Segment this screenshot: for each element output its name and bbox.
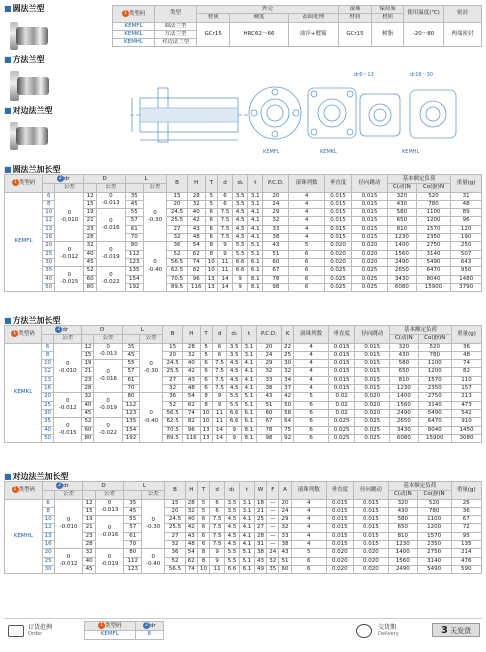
D-header: D — [83, 482, 124, 491]
balls-header: 滚珠列数 — [294, 326, 329, 344]
kemhl-diagram-label: KEMHL — [402, 149, 420, 155]
circle-1-icon: 1 — [13, 179, 17, 186]
cut-flange-photo — [4, 116, 104, 156]
dr-tol-header: 公差 — [54, 335, 82, 343]
tolerance-cell: 0 -0.019 — [95, 549, 124, 574]
L-tol-header: 公差 — [140, 335, 163, 343]
front-view-cut — [354, 72, 456, 155]
col-header: T — [200, 326, 212, 344]
order-label: 订货范例 — [28, 624, 53, 631]
col-header: d — [212, 326, 227, 344]
table-kemkl — [4, 325, 482, 443]
dr-header: 2 dr — [42, 482, 83, 491]
perp-header: 垂直度 — [325, 175, 352, 193]
dr-tol-header: 公差 — [54, 491, 83, 499]
runout-header: 径向跳动 — [355, 326, 390, 344]
table-row: 40 60 154 70.5 96 13 14 9 8.1 78 75 6 0.025 0.025 3430 8040 1450 — [5, 426, 482, 434]
D-value-header — [84, 184, 96, 192]
delivery-days-badge: 3 天发货 — [432, 623, 480, 637]
front-view-square — [308, 88, 356, 155]
tolerance-cell: 0 -0.015 — [54, 418, 82, 443]
kemkl-diagram-label: KEMKL — [320, 149, 337, 155]
weight-header: 重量(g) — [451, 175, 482, 193]
L-header: L — [124, 482, 165, 491]
circle-2-icon: 2 — [58, 482, 62, 488]
circle-1-icon: 1 — [123, 9, 127, 16]
col-header: t — [248, 175, 263, 193]
D-tol-header: 公差 — [95, 491, 124, 499]
table-row: KEMFL 6 0 -0.010 12 0 -0.013 35 0 -0.30 15 28 5 6 3.5 3.1 20 4 0.015 0.015 320 520 31 — [5, 192, 482, 200]
load-header: 基本额定负荷 — [390, 326, 452, 335]
col-header: P.C.D. — [256, 326, 281, 344]
tolerance-cell: 0 -0.016 — [95, 516, 124, 549]
section-title-mhl: ■ 对边法兰加长型 — [4, 471, 69, 482]
col-header: d — [218, 175, 233, 193]
type-code-cell: KEMKL — [5, 343, 42, 443]
type-code-cell: KEMFL — [5, 192, 43, 292]
section-title-mfl: ■ 圆法兰加长型 — [4, 164, 61, 175]
order-code-value: KEMFL — [85, 631, 136, 639]
col-header: H — [183, 326, 200, 344]
table-row: 20 0 -0.012 32 0 -0.019 80 0 -0.40 36 54 8 9 5.5 5.1 43 5 0.020 0.020 1400 2750 250 — [5, 242, 482, 250]
dr-value-header — [42, 335, 54, 343]
static-load-header: Co(静)N — [416, 184, 450, 192]
balls-header: 滚珠列数 — [289, 175, 325, 193]
weight-header: 重量(g) — [451, 482, 481, 500]
table-row: 12 21 57 25.5 42 6 7.5 4.5 4.1 27 — 32 4 0.015 0.015 650 1200 72 — [5, 524, 482, 532]
runout-header: 径向跳动 — [352, 175, 388, 193]
circle-1-icon: 1 — [13, 330, 17, 337]
table-row: 20 0 -0.012 32 0 -0.019 80 0 -0.40 36 54 8 9 5.5 5.1 43 42 5 0.02 0.020 1400 2750 213 — [5, 393, 482, 401]
type-code-header: 1 类型码 — [5, 326, 42, 344]
product-label-square: ■ 方法兰型 — [4, 54, 104, 65]
product-label-cut: ■ 对边法兰型 — [4, 105, 104, 116]
perp-header: 垂直度 — [326, 482, 353, 500]
type-code-cell: KEMHL — [5, 499, 43, 574]
D-tol-header: 公差 — [96, 184, 125, 192]
tolerance-cell: 0 -0.010 — [54, 343, 82, 393]
circle-1-icon: 1 — [13, 486, 17, 493]
table-kemhl — [4, 481, 482, 574]
tolerance-cell: 0 -0.019 — [94, 393, 122, 418]
tolerance-cell: 0 -0.40 — [143, 242, 167, 292]
col-header: H — [187, 175, 205, 193]
static-load-header: Co(静)N — [418, 335, 451, 343]
tolerance-cell: 0 -0.010 — [55, 192, 84, 242]
table-row: 8 15 45 20 32 5 6 3.5 3.1 21 — 24 4 0.015 0.015 430 780 36 — [5, 507, 482, 515]
table-row: 13 23 61 27 43 6 7.5 4.5 4.1 28 — 33 4 0.015 0.015 810 1570 95 — [5, 532, 482, 540]
table-row: 25 40 112 52 62 8 9 5.5 5.1 43 32 51 6 0.020 0.020 1560 3140 476 — [5, 557, 482, 565]
table-row: 30 45 123 56.5 74 10 11 6.6 6.1 60 58 6 0.02 0.020 2490 5490 542 — [5, 409, 482, 417]
weight-header: 重量(g) — [451, 326, 481, 344]
spec-table: 1 类型码 类型 外壳 滚珠 保持架 使用温度(℃) 密封 材质 硬度 表面处理 材质 材质 KEMFL 圆法兰型 GCr15 HRC62～66 油淬+镀镍 GCr15 树脂 -20～80 两端密封 KEMKL 方法兰型 KEMHL 对边法兰型 — [112, 5, 482, 47]
dynamic-load-header: C(动)N — [388, 491, 417, 499]
table-row: 30 45 123 56.5 74 10 11 6.6 6.1 60 6 0.020 0.020 2490 5490 643 — [5, 258, 482, 266]
tolerance-cell: 0 -0.013 — [96, 192, 125, 209]
table-row: 13 23 61 27 43 6 7.5 4.5 4.1 33 34 4 0.015 0.015 810 1570 110 — [5, 376, 482, 384]
D-header: D — [84, 175, 125, 184]
col-header: d₁ — [225, 482, 240, 500]
dr-value-header — [43, 184, 55, 192]
table-row: 8 15 45 20 32 5 6 3.5 3.1 24 25 4 0.015 0.015 430 780 48 — [5, 351, 482, 359]
dr-header: 2 dr — [42, 326, 82, 335]
L-tol-header: 公差 — [142, 491, 165, 499]
dr-tol-header: 公差 — [55, 184, 84, 192]
col-header: B — [165, 482, 185, 500]
D-tol-header: 公差 — [94, 335, 122, 343]
col-header: d — [210, 482, 225, 500]
side-view — [130, 88, 248, 142]
product-label-round: ■ 圆法兰型 — [4, 3, 104, 14]
table-row: 35 0 -0.015 52 0 -0.022 135 62.5 82 10 11 6.6 6.1 67 6 0.025 0.025 2650 6470 950 — [5, 267, 482, 275]
type-code-header: 1 类型码 — [5, 482, 43, 500]
tolerance-cell: 0 -0.30 — [143, 192, 167, 242]
tolerance-cell: 0 -0.013 — [94, 343, 122, 360]
delivery-label-en: Delivery — [378, 631, 399, 637]
col-header: T — [205, 175, 217, 193]
col-header: A — [279, 482, 291, 500]
tolerance-cell: 0 -0.022 — [94, 418, 122, 443]
perp-header: 垂直度 — [328, 326, 354, 344]
table-kemfl — [4, 174, 482, 292]
table-row: 16 28 70 32 48 6 7.5 4.5 4.1 31 — 38 4 0.015 0.015 1230 2350 135 — [5, 541, 482, 549]
col-header: W — [254, 482, 266, 500]
circle-2-icon: 2 — [58, 175, 62, 181]
product-photo-column — [4, 3, 104, 156]
tolerance-cell: 0 -0.40 — [142, 549, 165, 574]
tolerance-cell: 0 -0.015 — [55, 267, 84, 292]
tolerance-cell: 0 -0.013 — [95, 499, 124, 516]
kemfl-diagram-label: KEMFL — [263, 149, 280, 155]
tolerance-cell: 0 -0.40 — [140, 393, 163, 443]
table-row: 16 28 70 32 48 6 7.5 4.5 4.1 38 4 0.015 0.015 1230 2350 190 — [5, 234, 482, 242]
table-row: 50 80 192 89.5 116 13 14 9 8.1 98 92 6 0.025 0.025 6080 15900 3080 — [5, 434, 482, 442]
tolerance-cell: 0 -0.30 — [142, 499, 165, 549]
technical-drawing — [120, 68, 482, 158]
table-row: KEMHL 6 0 -0.010 12 0 -0.013 35 0 -0.30 15 28 5 6 3.5 3.1 18 — 20 4 0.015 0.015 320 520 25 — [5, 499, 482, 507]
dynamic-load-header: C(动)N — [387, 184, 416, 192]
table-row: 30 45 123 56.5 74 10 11 6.6 6.1 49 35 60 6 0.020 0.020 2490 5490 590 — [5, 565, 482, 573]
dr-value-header — [42, 491, 54, 499]
col-header: F — [267, 482, 279, 500]
table-row: 35 0 -0.015 52 0 -0.022 135 62.5 82 10 11 6.6 6.1 67 64 6 0.025 0.025 2650 6470 910 — [5, 418, 482, 426]
L-header: L — [122, 326, 162, 335]
table-row: 25 40 112 52 62 8 9 5.5 5.1 51 6 0.020 0.020 1560 3140 507 — [5, 250, 482, 258]
static-load-header: Co(静)N — [417, 491, 451, 499]
balls-header: 滚珠列数 — [291, 482, 326, 500]
tolerance-cell: 0 -0.30 — [140, 343, 163, 393]
load-header: 基本额定负荷 — [388, 482, 451, 491]
dynamic-load-header: C(动)N — [390, 335, 418, 343]
table-row: 50 80 192 89.5 116 13 14 9 8.1 98 6 0.025 0.025 6080 15900 3790 — [5, 283, 482, 291]
table-row: 8 15 45 20 32 5 6 3.5 3.1 24 4 0.015 0.015 430 780 48 — [5, 200, 482, 208]
col-header: K — [282, 326, 294, 344]
L-header: L — [125, 175, 166, 184]
footer — [4, 618, 482, 648]
order-example-table: 1 类型码 2 dr KEMFL 8 — [84, 621, 164, 640]
tolerance-cell: 0 -0.010 — [54, 499, 83, 549]
table-row: 25 40 112 52 62 8 9 5.5 5.1 51 50 6 0.02 0.020 1560 3140 473 — [5, 401, 482, 409]
table-row: 10 19 0 -0.016 55 24.5 40 6 7.5 4.5 4.1 29 4 0.015 0.015 580 1100 89 — [5, 209, 482, 217]
table-row: KEMKL 6 0 -0.010 12 0 -0.013 35 0 -0.30 15 28 5 6 3.5 3.1 20 22 4 0.015 0.015 320 520 36 — [5, 343, 482, 351]
tolerance-cell: 0 -0.016 — [96, 209, 125, 242]
load-header: 基本额定负荷 — [387, 175, 450, 184]
L-value-header — [125, 184, 143, 192]
table-row: 12 21 57 25.5 42 6 7.5 4.5 4.1 32 4 0.015 0.015 650 1200 96 — [5, 217, 482, 225]
table-row: 12 21 57 25.5 42 6 7.5 4.5 4.1 32 32 4 0.015 0.015 650 1200 82 — [5, 368, 482, 376]
table-row: 10 19 0 -0.016 55 24.5 40 6 7.5 4.5 4.1 29 30 4 0.015 0.015 580 1100 74 — [5, 360, 482, 368]
type-code-header: 1 类型码 — [5, 175, 43, 193]
square-flange-photo — [4, 65, 104, 105]
table-row: 40 60 154 70.5 96 13 14 9 8.1 78 6 0.025 0.025 3430 8040 1480 — [5, 275, 482, 283]
col-header: P.C.D. — [263, 175, 289, 193]
front-view-round — [249, 87, 301, 155]
col-header: B — [163, 326, 183, 344]
col-header: H — [185, 482, 197, 500]
L-tol-header: 公差 — [143, 184, 167, 192]
truck-icon — [356, 624, 372, 638]
delivery-label: 交货期 — [378, 624, 397, 631]
dr-range-large-label: dr16～30 — [410, 72, 433, 78]
D-value-header — [82, 335, 94, 343]
dr-header: 2 dr — [43, 175, 84, 184]
order-dr-value: 8 — [135, 631, 163, 639]
circle-1-icon: 1 — [99, 622, 104, 628]
col-header: T — [197, 482, 209, 500]
col-header: t — [239, 482, 254, 500]
cart-icon — [8, 625, 24, 637]
tolerance-cell: 0 -0.012 — [55, 242, 84, 267]
section-title-mkl: ■ 方法兰加长型 — [4, 315, 61, 326]
col-header: d₁ — [233, 175, 248, 193]
tolerance-cell: 0 -0.012 — [54, 549, 83, 574]
order-label-en: Order — [28, 631, 43, 637]
tolerance-cell: 0 -0.019 — [96, 242, 125, 267]
table-row: 20 0 -0.012 32 0 -0.019 80 0 -0.40 36 54 8 9 5.5 5.1 38 24 43 5 0.020 0.020 1400 2750 214 — [5, 549, 482, 557]
col-header: d₁ — [227, 326, 242, 344]
table-row: 16 28 70 32 48 6 7.5 4.5 4.1 38 37 4 0.015 0.015 1230 2350 157 — [5, 385, 482, 393]
table-row: 13 23 61 27 43 6 7.5 4.5 4.1 33 4 0.015 0.015 810 1570 120 — [5, 225, 482, 233]
L-value-header — [122, 335, 139, 343]
tolerance-cell: 0 -0.022 — [96, 267, 125, 292]
round-flange-photo — [4, 14, 104, 54]
tolerance-cell: 0 -0.016 — [94, 360, 122, 393]
col-header: t — [242, 326, 257, 344]
col-header: B — [167, 175, 188, 193]
D-header: D — [82, 326, 122, 335]
D-value-header — [83, 491, 95, 499]
dr-range-small-label: dr6～13 — [354, 72, 374, 78]
runout-header: 径向跳动 — [353, 482, 388, 500]
tolerance-cell: 0 -0.012 — [54, 393, 82, 418]
L-value-header — [124, 491, 142, 499]
circle-2-icon: 2 — [57, 326, 61, 332]
circle-2-icon: 2 — [144, 622, 148, 628]
table-row: 10 19 0 -0.016 55 24.5 40 6 7.5 4.5 4.1 25 — 29 4 0.015 0.015 580 1100 67 — [5, 516, 482, 524]
